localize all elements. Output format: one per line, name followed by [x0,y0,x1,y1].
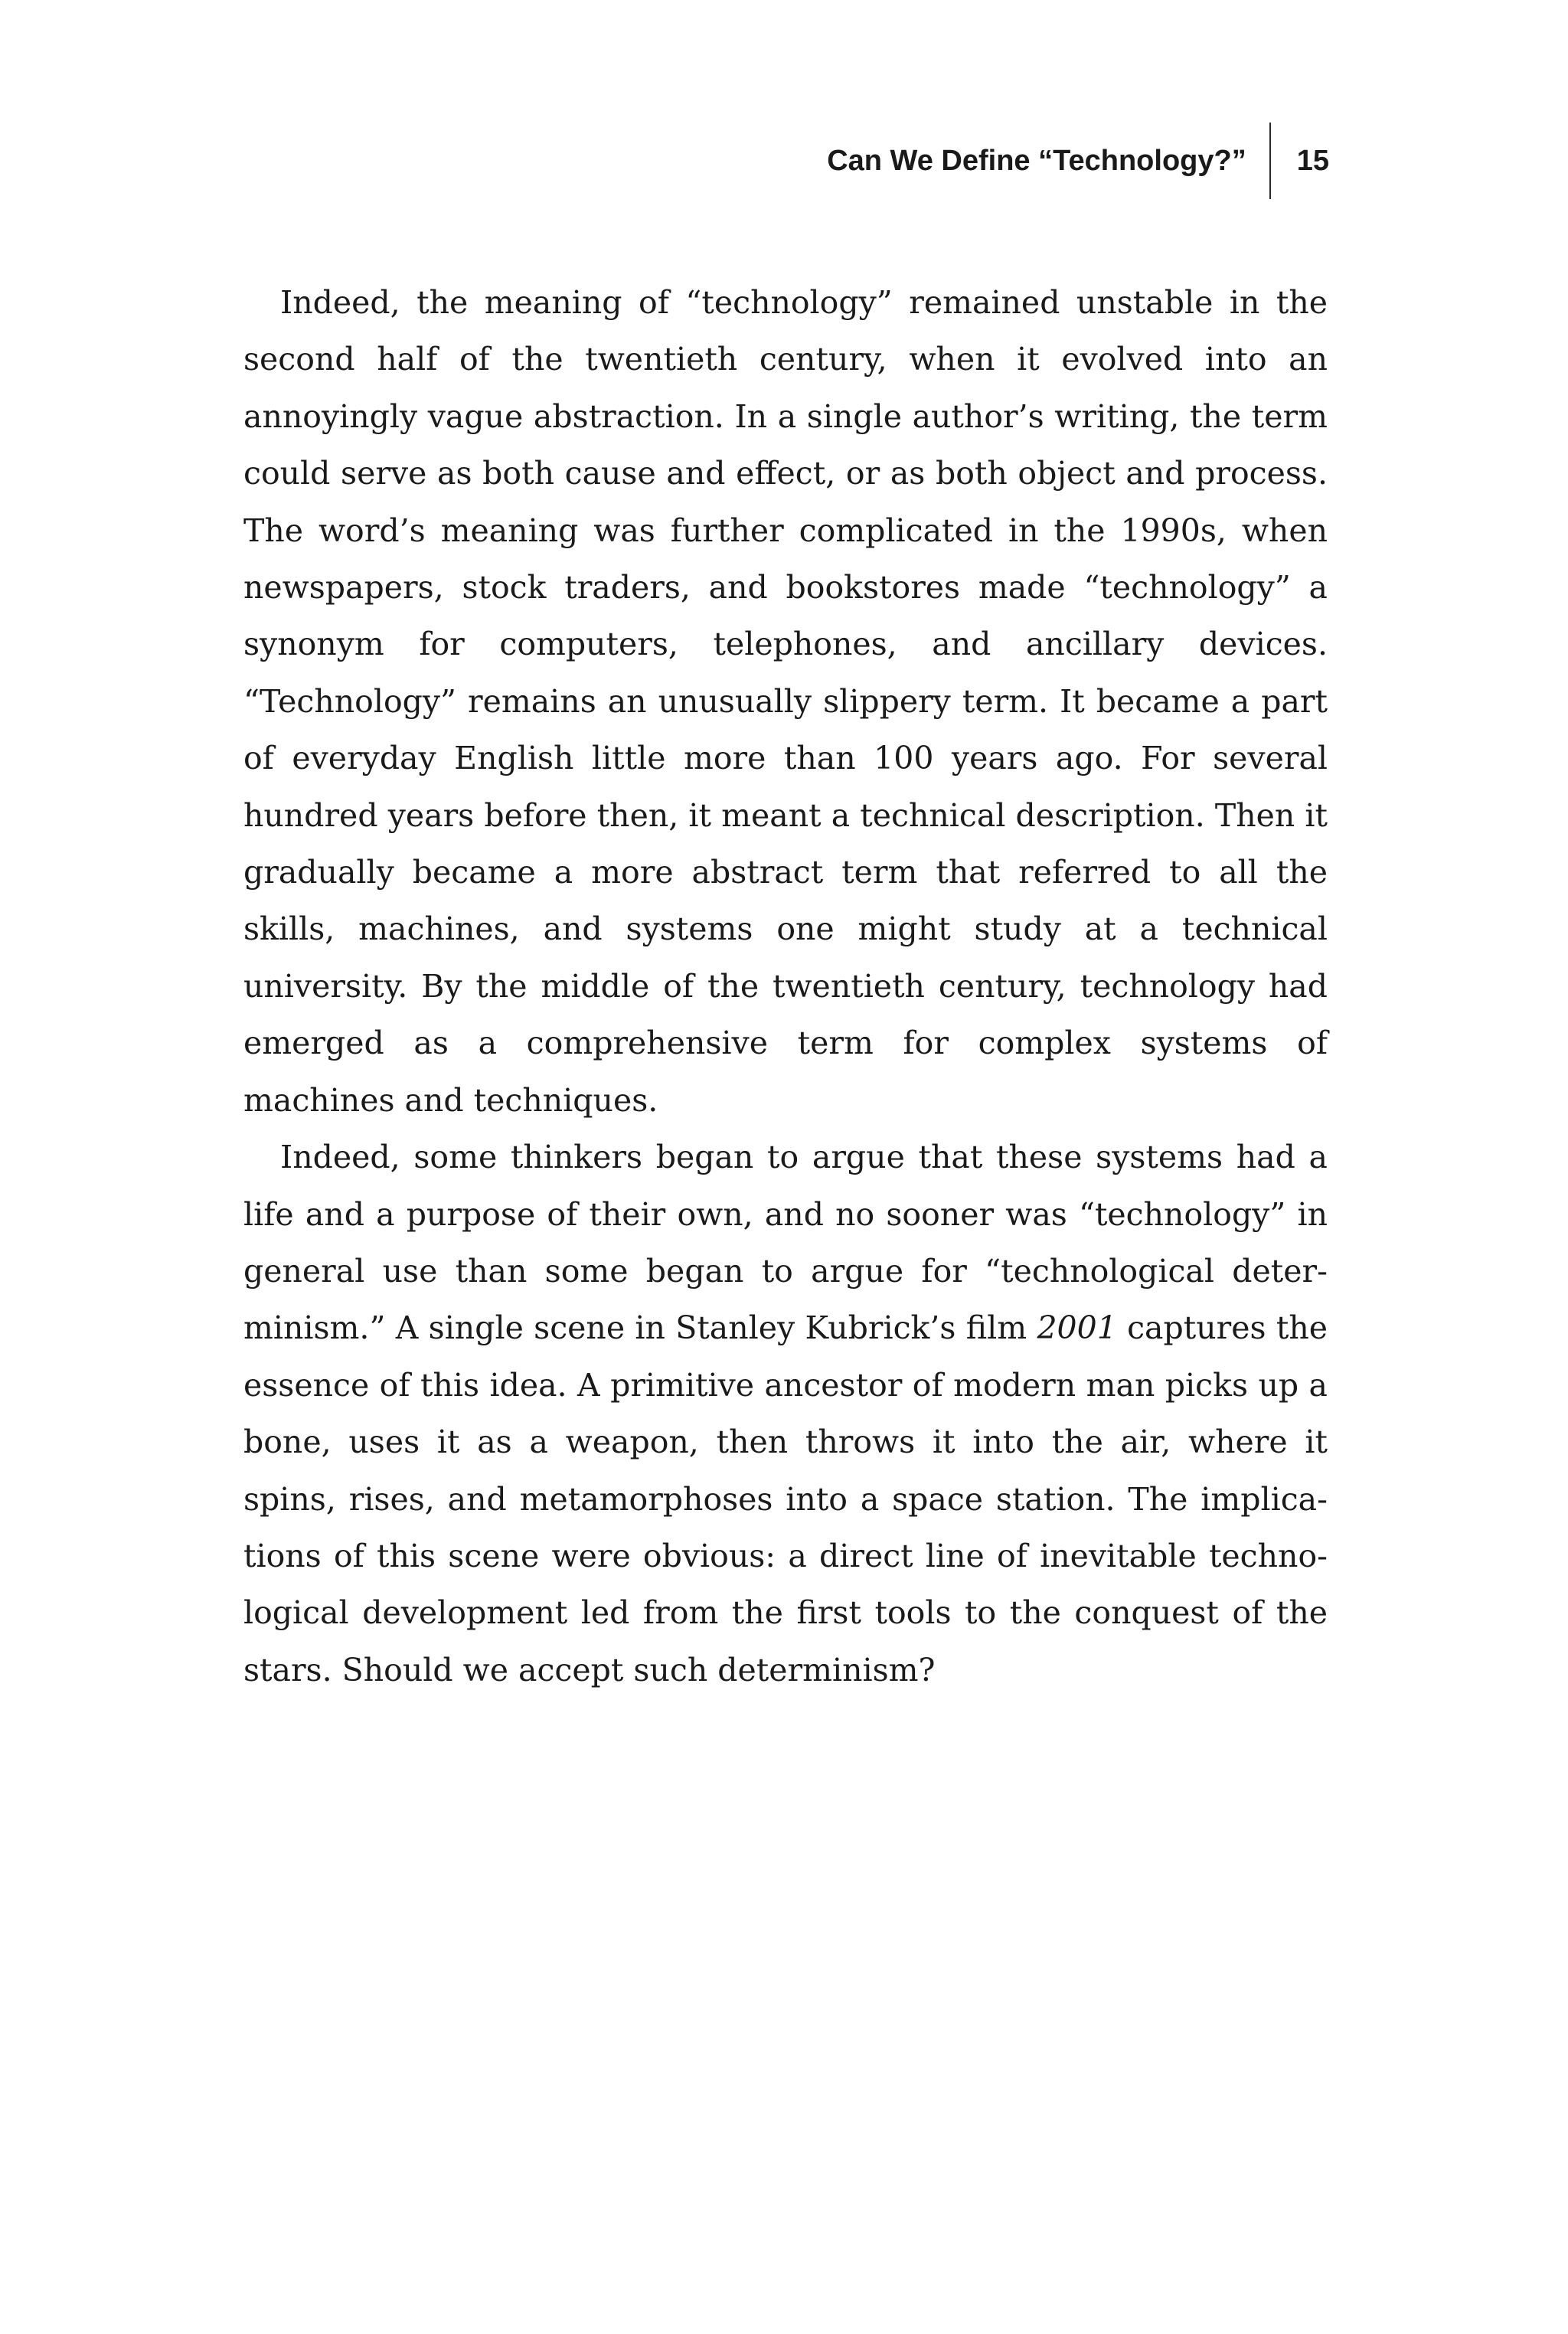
running-head [827,123,1329,199]
body-text [243,274,1328,1698]
paragraph-2-text-before: Indeed, some thinkers began to argue that these systems had a life and a purpose of their own, and no sooner was “technology” in general use than some began to argue for “technological determinism.” A single scene in Stanley Kubrick’s film [243,1139,1328,1347]
page-number: 15 [1296,144,1329,177]
paragraph-2-text-after: captures the essence of this idea. A primitive ancestor of modern man picks up a bone, uses it as a weapon, then throws it into the air, where it spins, rises, and metamorphoses into a space station. The implications of this scene were obvious: a direct line of inevitable technological development led from the first tools to the conquest of the stars. Should we accept such determinism? [243,1309,1328,1688]
paragraph-2 [243,1129,1328,1698]
running-head-title: Can We Define “Technology?” [827,144,1246,177]
paragraph-1: Indeed, the meaning of “technology” remained unstable in the second half of the twentieth century, when it evolved into an annoyingly vague abstraction. In a single author’s writing, the term could serve as both cause and effect, or as both object and process. The word’s meaning was further complicated in the 1990s, when newspapers, stock traders, and bookstores made “technology” a synonym for computers, telephones, and ancillary devices. “Technology” remains an unusually slippery term. It became a part of everyday English little more than 100 years ago. For several hundred years before then, it meant a technical description. Then it gradually became a more abstract term that referred to all the skills, machines, and systems one might study at a technical university. By the middle of the twentieth century, technology had emerged as a comprehensive term for complex systems of machines and techniques. [243,284,1328,1119]
film-title: 2001 [1037,1309,1117,1347]
